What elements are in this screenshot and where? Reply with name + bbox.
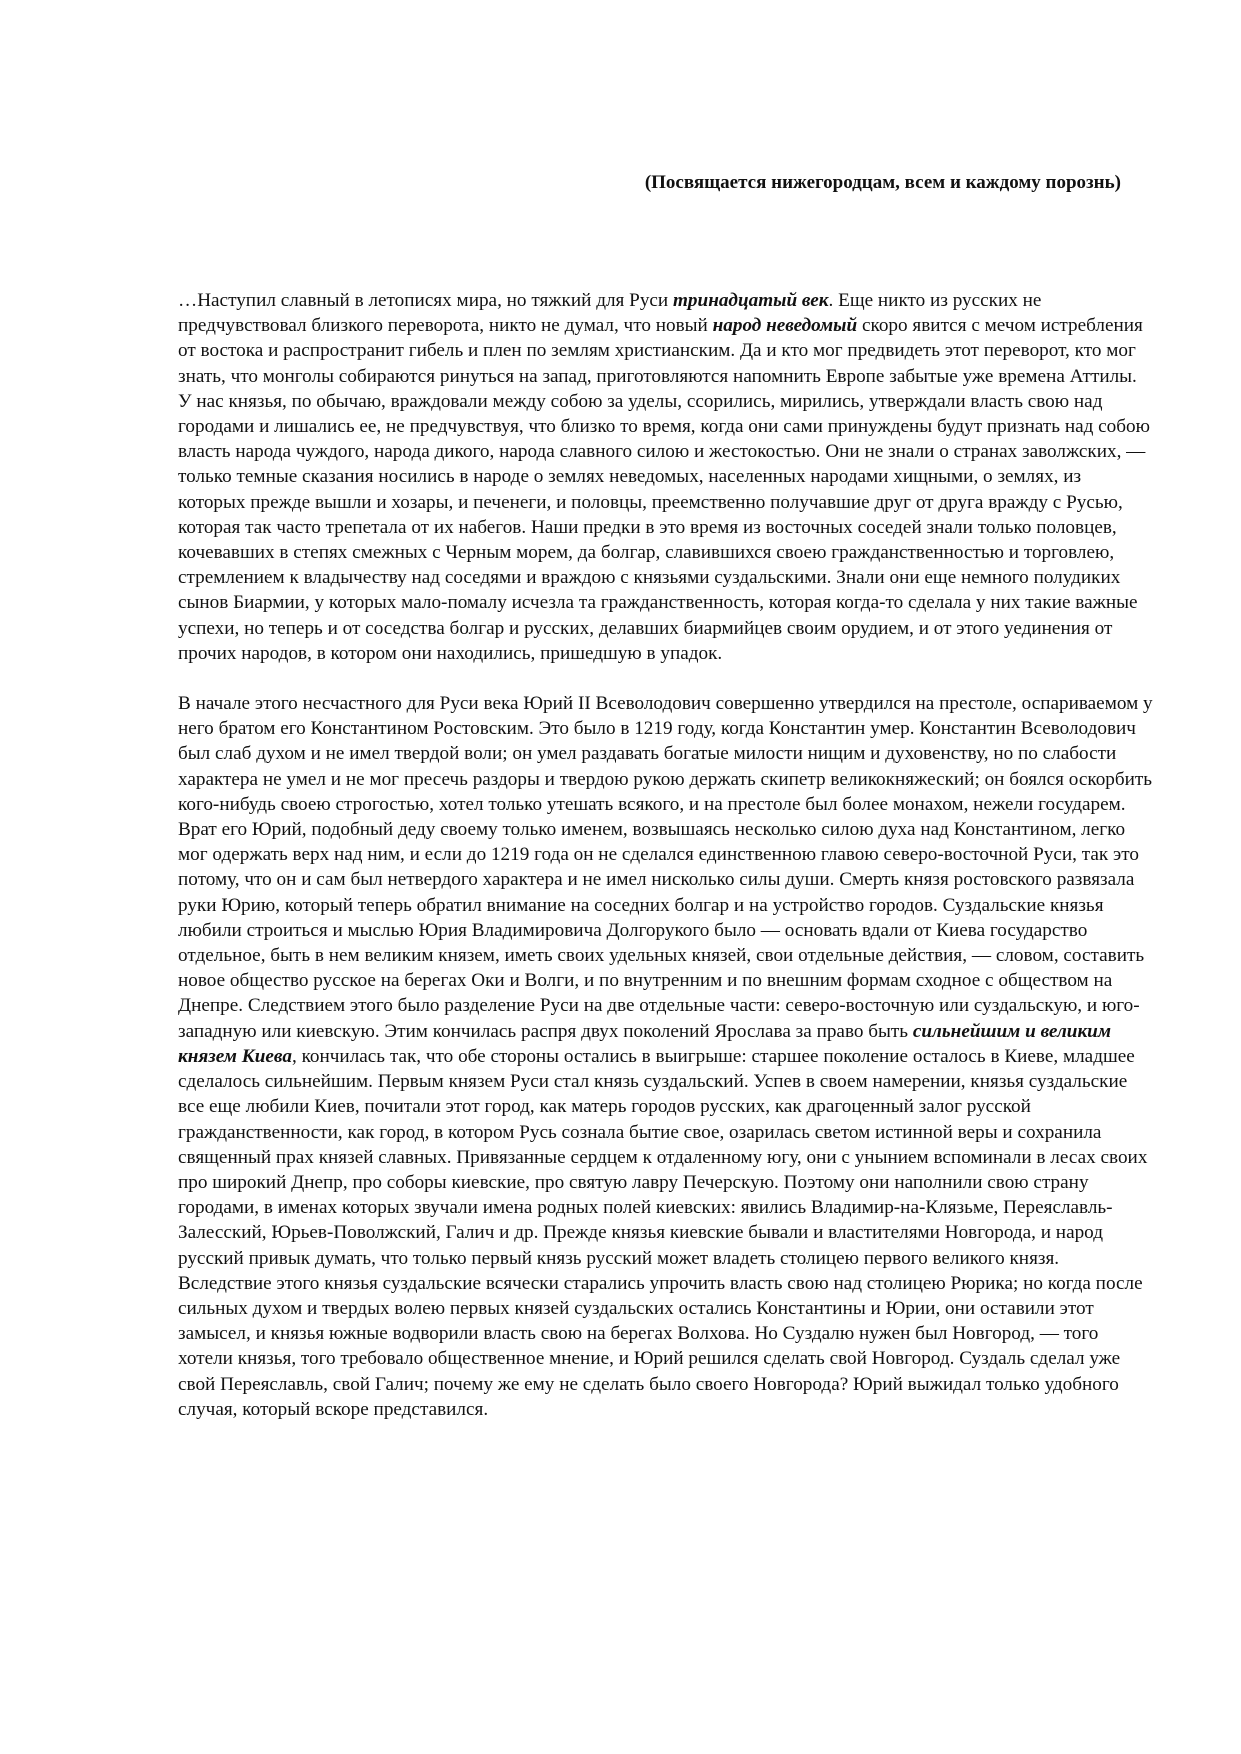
emphasis-thirteenth-century: тринадцатый век [673, 290, 829, 311]
paragraph-2 [178, 691, 1153, 1422]
emphasis-grand-prince-of-kiev: сильнейшим и великим князем Киева [178, 1020, 1112, 1067]
emphasis-unknown-people: народ неведомый [712, 315, 858, 337]
body-text [178, 288, 1153, 1422]
dedication-heading: (Посвящается нижегородцам, всем и каждому порознь) [644, 172, 1121, 193]
paragraph-1-text-e: скоро явится с мечом истребления от востока и распространит гибель и плен по землям христианским. Да и кто мог предвидеть этот переворот, кто мог знать, что монголы собираются ринуться на запад, приготовляются напомнить Европе забытые уже времена Аттилы. У нас князья, по обычаю, враждовали между собою за уделы, ссорились, мирились, утверждали власть свою над городами и лишались ее, не предчувствуя, что близко то время, когда они сами принуждены будут признать над собою власть народа чуждого, народа дикого, народа славного силою и жестокостью. Они не знали о странах заволжских, — только темные сказания носились в народе о землях неведомых, населенных народами хищными, о землях, из которых прежде вышли и хозары, и печенеги, и половцы, преемственно получавшие друг от друга вражду с Русью, которая так часто трепетала от их набегов. Наши предки в это время из восточных соседей знали только половцев, кочевавших в степях смежных с Черным морем, да болгар, славившихся своею гражданственностью и торговлею, стремлением к владычеству над соседями и враждою с князьями суздальскими. Знали они еще немного полудиких сынов Биармии, у которых мало-помалу исчезла та гражданственность, которая когда-то сделала у них такие важные успехи, но теперь и от соседства болгар и русских, делавших биармийцев своим орудием, и от этого уединения от прочих народов, в котором они находились, пришедшую в упадок. [178, 315, 1150, 664]
paragraph-2-text-a: В начале этого несчастного для Руси века Юрий II Всеволодович совершенно утвердился на престоле, оспариваемом у него братом его Константином Ростовским. Это было в 1219 году, когда Константин умер. Константин Всеволодович был слаб духом и не имел твердой воли; он умел раздавать богатые милости нищим и духовенству, но по слабости характера не умел и не мог пресечь раздоры и твердою рукою держать скипетр великокняжеский; он боялся оскорбить кого-нибудь своею строгостью, хотел только утешать всякого, и на престоле был более монахом, нежели государем. Врат его Юрий, подобный деду своему только именем, возвышаясь несколько силою духа над Константином, легко мог одержать верх над ним, и если до 1219 года он не сделался единственною главою северо-восточной Руси, так это потому, что он и сам был нетвердого характера и не имел нисколько силы души. Смерть князя ростовского развязала руки Юрию, который теперь обратил внимание на соседних болгар и на устройство городов. Суздальские князья любили строиться и мыслью Юрия Владимировича Долгорукого было — основать вдали от Киева государство отдельное, быть в нем великим князем, иметь своих удельных князей, свои отдельные действия, — словом, составить новое общество русское на берегах Оки и Волги, и по внутренним и по внешним формам сходное с обществом на Днепре. Следствием этого было разделение Руси на две отдельные части: северо-восточную или суздальскую, и юго-западную или киевскую. Этим кончилась распря двух поколений Ярослава за право быть [178, 693, 1153, 1042]
paragraph-1 [178, 288, 1153, 666]
paragraph-1-text-a: …Наступил славный в летописях мира, но тяжкий для Руси [178, 290, 673, 311]
paragraph-1-text-c: . Еще никто из русских не предчувствовал близкого переворота, никто не думал, что новый [178, 290, 1042, 337]
paragraph-2-text-c: , кончилась так, что обе стороны остались в выигрыше: старшее поколение осталось в Киеве, младшее сделалось сильнейшим. Первым князем Руси стал князь суздальский. Успев в своем намерении, князья суздальские все еще любили Киев, почитали этот город, как матерь городов русских, как драгоценный залог русской гражданственности, как город, в котором Русь сознала бытие свое, озарилась светом истинной веры и сохранила священный прах князей славных. Привязанные сердцем к отдаленному югу, они с унынием вспоминали в лесах своих про широкий Днепр, про соборы киевские, про святую лавру Печерскую. Поэтому они наполнили свою страну городами, в именах которых звучали имена родных полей киевских: явились Владимир-на-Клязьме, Переяславль-Залесский, Юрьев-Поволжский, Галич и др. Прежде князья киевские бывали и властителями Новгорода, и народ русский привык думать, что только первый князь русский может владеть столицею первого великого князя. Вследствие этого князья суздальские всячески старались упрочить власть свою над столицею Рюрика; но когда после сильных духом и твердых волею первых князей суздальских остались Константины и Юрии, они оставили этот замысел, и князья южные водворили власть свою на берегах Волхова. Но Суздалю нужен был Новгород, — того хотели князья, того требовало общественное мнение, и Юрий решился сделать свой Новгород. Суздаль сделал уже свой Переяславль, свой Галич; почему же ему не сделать было своего Новгорода? Юрий выжидал только удобного случая, который вскоре представился. [178, 1045, 1148, 1420]
